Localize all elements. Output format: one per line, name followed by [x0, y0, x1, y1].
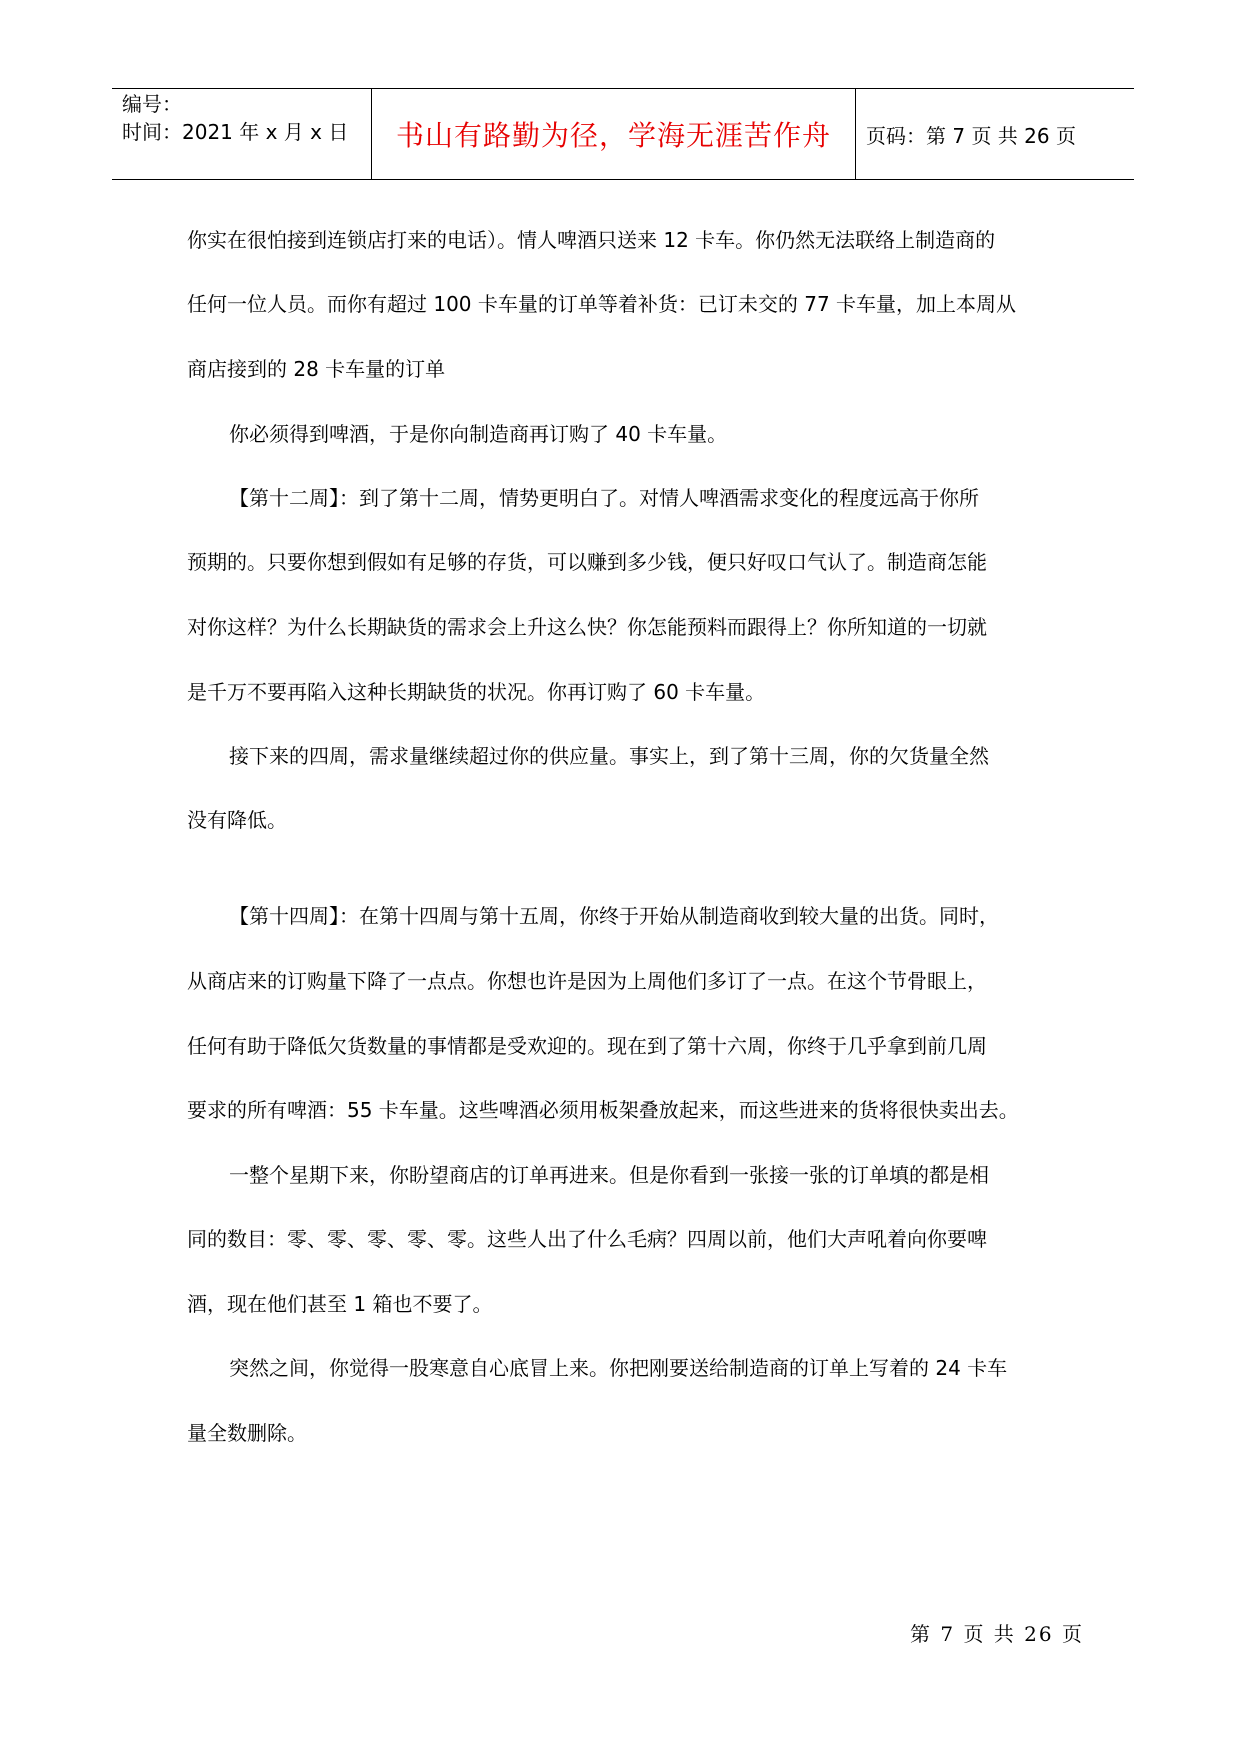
text-line: 同的数目：零、零、零、零、零。这些人出了什么毛病？四周以前，他们大声吼着向你要啤	[187, 1227, 987, 1251]
text-line: 一整个星期下来，你盼望商店的订单再进来。但是你看到一张接一张的订单填的都是相	[229, 1163, 989, 1187]
text-line: 从商店来的订购量下降了一点点。你想也许是因为上周他们多订了一点。在这个节骨眼上，	[187, 969, 987, 993]
text-line: 是千万不要再陷入这种长期缺货的状况。你再订购了 60 卡车量。	[187, 680, 766, 704]
text-line: 预期的。只要你想到假如有足够的存货，可以赚到多少钱，便只好叹口气认了。制造商怎能	[187, 550, 987, 574]
header-meta	[112, 89, 372, 179]
text-line: 任何一位人员。而你有超过 100 卡车量的订单等着补货：已订未交的 77 卡车量，加上本周从	[187, 292, 1017, 316]
text-line: 商店接到的 28 卡车量的订单	[187, 357, 446, 381]
text-line: 要求的所有啤酒：55 卡车量。这些啤酒必须用板架叠放起来，而这些进来的货将很快卖出去。	[187, 1098, 1019, 1122]
document-number-label: 编号：	[122, 92, 182, 116]
text-line: 【第十二周】：到了第十二周，情势更明白了。对情人啤酒需求变化的程度远高于你所	[229, 486, 979, 510]
text-line: 任何有助于降低欠货数量的事情都是受欢迎的。现在到了第十六周，你终于几乎拿到前几周	[187, 1034, 987, 1058]
text-line: 对你这样？为什么长期缺货的需求会上升这么快？你怎能预料而跟得上？你所知道的一切就	[187, 615, 987, 639]
text-line: 酒，现在他们甚至 1 箱也不要了。	[187, 1292, 493, 1316]
header-page-info: 页码：第 7 页 共 26 页	[866, 123, 1076, 148]
text-line: 量全数删除。	[187, 1421, 307, 1445]
text-line: 没有降低。	[187, 808, 287, 832]
text-line: 【第十四周】：在第十四周与第十五周，你终于开始从制造商收到较大量的出货。同时，	[229, 904, 999, 928]
page-footer: 第 7 页 共 26 页	[910, 1622, 1084, 1646]
text-line: 你实在很怕接到连锁店打来的电话）。情人啤酒只送来 12 卡车。你仍然无法联络上制造商的	[187, 228, 996, 252]
page-header	[112, 88, 1134, 180]
text-line: 突然之间，你觉得一股寒意自心底冒上来。你把刚要送给制造商的订单上写着的 24 卡车	[229, 1356, 1008, 1380]
document-time-label: 时间：2021 年 x 月 x 日	[122, 120, 349, 144]
header-motto: 书山有路勤为径，学海无涯苦作舟	[372, 89, 856, 179]
text-line: 接下来的四周，需求量继续超过你的供应量。事实上，到了第十三周，你的欠货量全然	[229, 744, 989, 768]
text-line: 你必须得到啤酒，于是你向制造商再订购了 40 卡车量。	[229, 422, 728, 446]
